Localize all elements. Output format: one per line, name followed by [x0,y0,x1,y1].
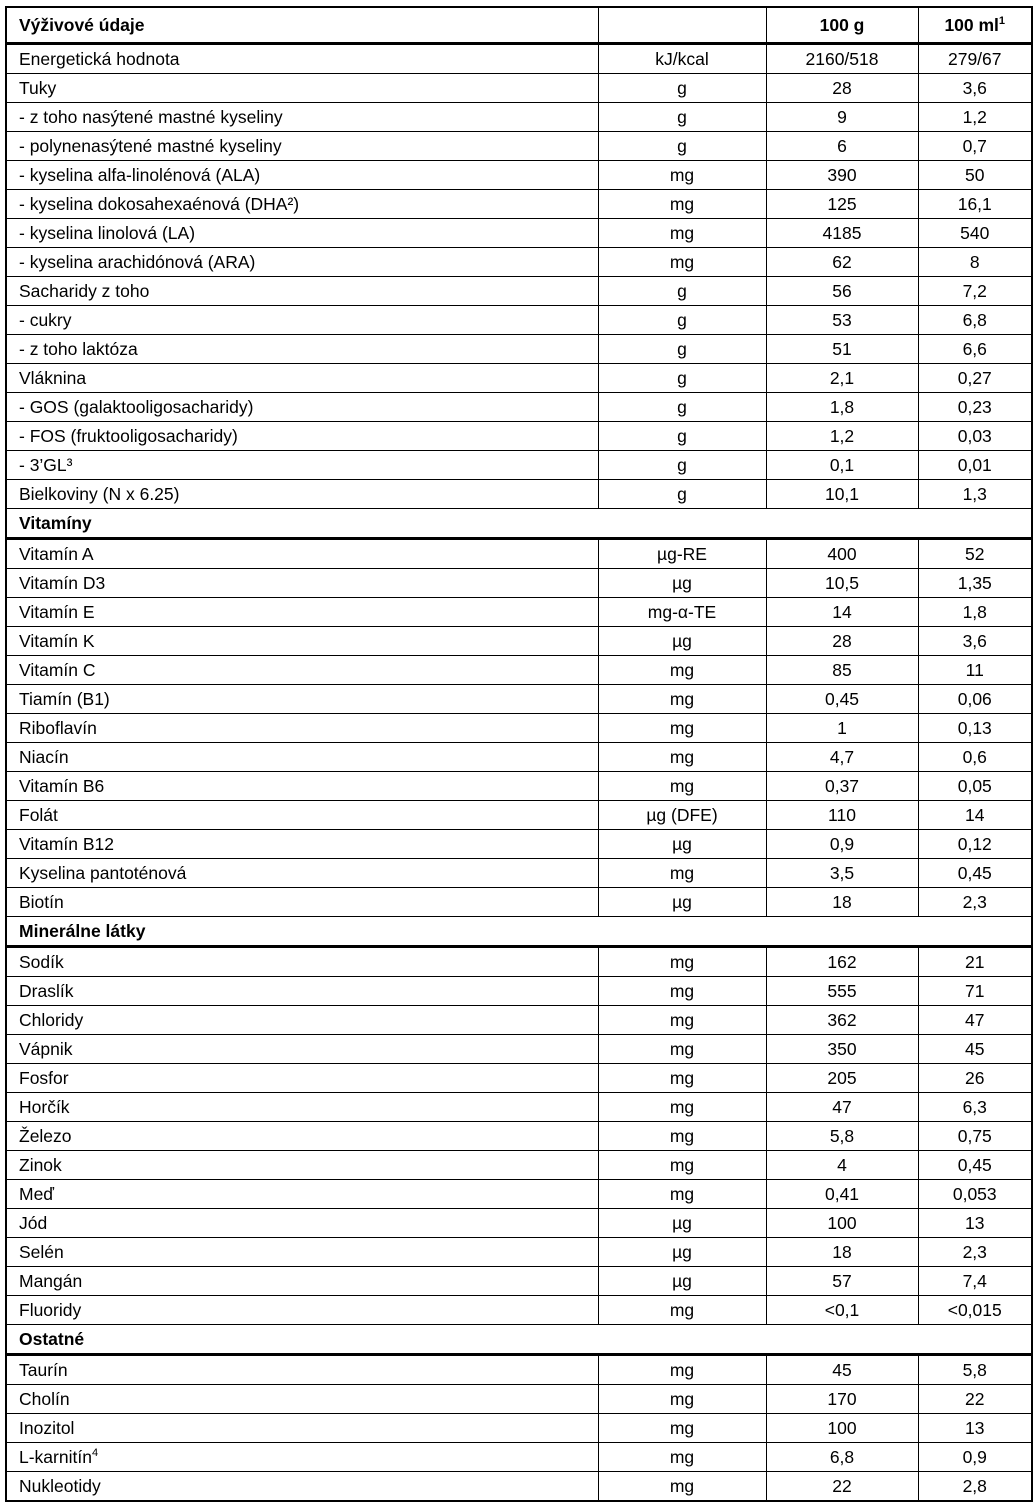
per-100ml-value: 279/67 [918,44,1032,74]
nutrient-name: - kyselina arachidónová (ARA) [19,252,256,272]
per-100g-value: 57 [766,1267,918,1296]
per-100ml-value: 6,6 [918,335,1032,364]
per-100ml-value: 1,35 [918,569,1032,598]
per-100ml-value: 2,3 [918,1238,1032,1267]
nutrient-name-cell [6,74,598,103]
nutrient-name: Fosfor [19,1068,69,1088]
nutrient-name-cell [6,801,598,830]
per-100ml-value: 2,3 [918,888,1032,917]
nutrient-name-cell [6,161,598,190]
unit-cell: g [598,277,766,306]
per-100g-value: 6 [766,132,918,161]
unit-cell: kJ/kcal [598,44,766,74]
nutrient-name-cell [6,1122,598,1151]
per-100g-value: 85 [766,656,918,685]
nutrient-name-cell [6,1267,598,1296]
nutrition-table-container [5,6,1033,1502]
nutrient-name-cell [6,132,598,161]
nutrient-name: Zinok [19,1155,62,1175]
per-100g-value: <0,1 [766,1296,918,1325]
unit-cell: g [598,132,766,161]
per-100g-value: 162 [766,947,918,977]
per-100ml-value: 0,45 [918,1151,1032,1180]
unit-cell: mg [598,714,766,743]
nutrient-name: Chloridy [19,1010,84,1030]
unit-cell: mg [598,1472,766,1502]
per-100g-value: 53 [766,306,918,335]
per-100g-value: 0,1 [766,451,918,480]
nutrient-name-cell [6,451,598,480]
table-row [6,539,1032,569]
nutrient-name: Vitamín C [19,660,96,680]
nutrient-name: Vitamín K [19,631,95,651]
per-100g-value: 350 [766,1035,918,1064]
unit-cell: mg [598,743,766,772]
unit-cell: µg-RE [598,539,766,569]
nutrient-name-cell [6,1006,598,1035]
nutrient-name: Vápnik [19,1039,73,1059]
per-100ml-value: 13 [918,1209,1032,1238]
nutrient-name: Cholín [19,1389,70,1409]
per-100g-value: 4,7 [766,743,918,772]
table-row [6,1093,1032,1122]
nutrient-name: - GOS (galaktooligosacharidy) [19,397,254,417]
per-100ml-column-header [918,7,1032,44]
nutrient-name-cell [6,44,598,74]
per-100ml-value: 6,8 [918,306,1032,335]
unit-cell: µg [598,888,766,917]
per-100ml-value: 26 [918,1064,1032,1093]
per-100g-value: 14 [766,598,918,627]
table-row [6,743,1032,772]
section-title: Vitamíny [6,509,1032,539]
table-row [6,569,1032,598]
per-100ml-value: 3,6 [918,627,1032,656]
table-row [6,335,1032,364]
table-row [6,393,1032,422]
table-row [6,44,1032,74]
nutrient-name: Vitamín D3 [19,573,106,593]
table-row [6,888,1032,917]
per-100g-value: 10,1 [766,480,918,509]
nutrient-name-cell [6,103,598,132]
nutrient-name-cell [6,1443,598,1472]
table-row [6,947,1032,977]
unit-cell: mg [598,977,766,1006]
table-row [6,627,1032,656]
unit-cell: µg [598,627,766,656]
per-100g-value: 100 [766,1414,918,1443]
per-100ml-value: 0,7 [918,132,1032,161]
unit-cell: mg [598,161,766,190]
table-row [6,1151,1032,1180]
nutrient-name: Energetická hodnota [19,49,180,69]
per-100g-value: 362 [766,1006,918,1035]
per-100ml-value: 1,2 [918,103,1032,132]
unit-cell: mg [598,1064,766,1093]
per-100g-value: 400 [766,539,918,569]
nutrient-name: Vitamín A [19,544,94,564]
unit-cell: mg [598,1006,766,1035]
unit-cell: µg [598,830,766,859]
per-100g-value: 62 [766,248,918,277]
per-100ml-value: 0,23 [918,393,1032,422]
nutrient-name: Selén [19,1242,64,1262]
nutrient-name-cell [6,480,598,509]
per-100ml-value: 0,01 [918,451,1032,480]
nutrient-name-cell [6,1035,598,1064]
nutrient-name-cell [6,977,598,1006]
per-100g-value: 125 [766,190,918,219]
unit-cell: mg [598,685,766,714]
unit-cell: g [598,422,766,451]
nutrient-name-cell [6,1209,598,1238]
nutrient-name: Horčík [19,1097,70,1117]
nutrient-name-cell [6,1093,598,1122]
unit-cell: mg [598,190,766,219]
per-100ml-value: 7,4 [918,1267,1032,1296]
per-100g-value: 110 [766,801,918,830]
per-100ml-value: 0,03 [918,422,1032,451]
nutrient-name: - kyselina dokosahexaénová (DHA²) [19,194,300,214]
unit-cell: mg [598,1355,766,1385]
per-100g-value: 18 [766,1238,918,1267]
nutrient-name: - 3’GL³ [19,455,73,475]
nutrient-name: Vitamín B6 [19,776,105,796]
per-100g-value: 390 [766,161,918,190]
nutrient-name-cell [6,947,598,977]
per-100g-value: 205 [766,1064,918,1093]
per-100ml-value: 0,05 [918,772,1032,801]
per-100ml-value: 11 [918,656,1032,685]
nutrient-name-cell [6,1151,598,1180]
unit-cell: g [598,364,766,393]
per-100ml-value: 540 [918,219,1032,248]
table-row [6,1385,1032,1414]
nutrition-table [5,6,1033,1502]
per-100g-value: 56 [766,277,918,306]
unit-cell: µg [598,1209,766,1238]
per-100ml-value: <0,015 [918,1296,1032,1325]
nutrient-name-cell [6,219,598,248]
per-100ml-value: 71 [918,977,1032,1006]
per-100ml-value: 1,8 [918,598,1032,627]
table-row [6,598,1032,627]
nutrient-name-cell [6,248,598,277]
per-100ml-value: 0,9 [918,1443,1032,1472]
per-100ml-value: 0,13 [918,714,1032,743]
nutrient-name: - z toho nasýtené mastné kyseliny [19,107,283,127]
nutrient-name: Biotín [19,892,64,912]
nutrient-name-cell [6,714,598,743]
unit-cell: mg [598,1443,766,1472]
table-row [6,801,1032,830]
nutrient-name: Bielkoviny (N x 6.25) [19,484,180,504]
per-100ml-value: 21 [918,947,1032,977]
table-row [6,1443,1032,1472]
table-row [6,132,1032,161]
table-row [6,1355,1032,1385]
unit-cell: mg [598,1385,766,1414]
nutrient-name: - kyselina linolová (LA) [19,223,196,243]
per-100g-value: 22 [766,1472,918,1502]
per-100ml-value: 45 [918,1035,1032,1064]
per-100g-value: 5,8 [766,1122,918,1151]
per-100g-value: 9 [766,103,918,132]
per-100g-value: 4 [766,1151,918,1180]
per-100g-value: 1 [766,714,918,743]
nutrient-name: Sodík [19,952,64,972]
table-header-row [6,7,1032,44]
unit-cell: g [598,74,766,103]
per-100g-value: 2160/518 [766,44,918,74]
per-100g-value: 3,5 [766,859,918,888]
nutrient-name-cell [6,1414,598,1443]
table-row [6,364,1032,393]
nutrient-name-cell [6,859,598,888]
table-row [6,190,1032,219]
nutrient-name: Nukleotidy [19,1476,101,1496]
nutrient-name: Železo [19,1126,72,1146]
unit-cell: mg [598,656,766,685]
table-row [6,74,1032,103]
per-100ml-value: 1,3 [918,480,1032,509]
per-100g-value: 170 [766,1385,918,1414]
nutrient-name: Tiamín (B1) [19,689,110,709]
nutrient-name-cell [6,772,598,801]
per-100ml-value: 47 [918,1006,1032,1035]
table-row [6,248,1032,277]
table-body [6,44,1032,1502]
per-100g-value: 45 [766,1355,918,1385]
nutrient-name-cell [6,539,598,569]
per-100ml-label: 100 ml [944,15,999,35]
unit-cell: g [598,103,766,132]
per-100ml-value: 5,8 [918,1355,1032,1385]
nutrient-name-cell [6,335,598,364]
per-100ml-value: 3,6 [918,74,1032,103]
nutrient-name-cell [6,598,598,627]
unit-cell: mg [598,859,766,888]
table-row [6,219,1032,248]
per-100g-value: 47 [766,1093,918,1122]
per-100g-value: 1,2 [766,422,918,451]
nutrient-name: Taurín [19,1360,68,1380]
unit-cell: mg [598,248,766,277]
nutrient-name: Mangán [19,1271,83,1291]
per-100ml-value: 52 [918,539,1032,569]
table-row [6,1472,1032,1502]
per-100g-value: 0,45 [766,685,918,714]
table-row [6,977,1032,1006]
per-100g-value: 28 [766,627,918,656]
unit-cell: g [598,451,766,480]
nutrient-name-cell [6,627,598,656]
table-row [6,1006,1032,1035]
unit-cell: mg-α-TE [598,598,766,627]
footnote-marker: 4 [91,1447,99,1460]
table-row [6,859,1032,888]
nutrient-name-cell [6,364,598,393]
nutrient-name-cell [6,743,598,772]
nutrient-name-cell [6,830,598,859]
nutrient-name-cell [6,306,598,335]
table-row [6,1238,1032,1267]
table-row [6,480,1032,509]
unit-cell: mg [598,1296,766,1325]
unit-cell: µg [598,569,766,598]
nutrient-name: Kyselina pantoténová [19,863,187,883]
unit-cell: mg [598,1414,766,1443]
per-100g-value: 2,1 [766,364,918,393]
table-row [6,1414,1032,1443]
table-row [6,451,1032,480]
nutrient-name-cell [6,277,598,306]
per-100g-value: 0,9 [766,830,918,859]
table-row [6,1296,1032,1325]
nutrient-name-cell [6,393,598,422]
unit-cell: µg [598,1267,766,1296]
per-100g-value: 100 [766,1209,918,1238]
unit-cell: mg [598,219,766,248]
per-100ml-value: 8 [918,248,1032,277]
nutrient-name: Jód [19,1213,48,1233]
nutrient-name-cell [6,1064,598,1093]
table-row [6,830,1032,859]
per-100ml-value: 0,12 [918,830,1032,859]
nutrient-name-cell [6,685,598,714]
unit-cell: µg [598,1238,766,1267]
per-100g-value: 1,8 [766,393,918,422]
table-row [6,277,1032,306]
nutrient-name-cell [6,1472,598,1502]
unit-cell: g [598,393,766,422]
per-100ml-value: 0,75 [918,1122,1032,1151]
table-title: Výživové údaje [6,7,598,44]
nutrient-name-cell [6,1385,598,1414]
nutrient-name: - kyselina alfa-linolénová (ALA) [19,165,261,185]
table-row [6,1035,1032,1064]
unit-cell: mg [598,947,766,977]
unit-cell: µg (DFE) [598,801,766,830]
table-row [6,1064,1032,1093]
unit-column-header [598,7,766,44]
nutrient-name-cell [6,656,598,685]
section-title: Ostatné [6,1325,1032,1355]
table-row [6,656,1032,685]
section-header-row [6,509,1032,539]
per-100g-column-header: 100 g [766,7,918,44]
per-100g-value: 18 [766,888,918,917]
per-100ml-value: 0,053 [918,1180,1032,1209]
nutrient-name-cell [6,1180,598,1209]
per-100g-value: 51 [766,335,918,364]
nutrient-name-cell [6,190,598,219]
per-100ml-value: 0,06 [918,685,1032,714]
nutrient-name: Vitamín B12 [19,834,115,854]
unit-cell: mg [598,1151,766,1180]
table-row [6,714,1032,743]
table-row [6,422,1032,451]
table-row [6,1180,1032,1209]
per-100ml-value: 7,2 [918,277,1032,306]
table-row [6,161,1032,190]
nutrient-name: Fluoridy [19,1300,82,1320]
per-100ml-value: 0,6 [918,743,1032,772]
nutrient-name: Riboflavín [19,718,97,738]
section-title: Minerálne látky [6,917,1032,947]
nutrient-name-cell [6,422,598,451]
per-100g-value: 6,8 [766,1443,918,1472]
nutrient-name: Sacharidy z toho [19,281,150,301]
unit-cell: mg [598,1093,766,1122]
per-100ml-value: 13 [918,1414,1032,1443]
table-row [6,103,1032,132]
per-100g-value: 10,5 [766,569,918,598]
table-row [6,1267,1032,1296]
unit-cell: g [598,306,766,335]
nutrient-name-cell [6,1355,598,1385]
nutrient-name: Draslík [19,981,74,1001]
nutrient-name: - polynenasýtené mastné kyseliny [19,136,282,156]
table-row [6,1209,1032,1238]
section-header-row [6,1325,1032,1355]
unit-cell: mg [598,1035,766,1064]
nutrient-name: L-karnitín [19,1447,92,1467]
per-100g-value: 4185 [766,219,918,248]
footnote-marker: 1 [998,15,1006,28]
per-100ml-value: 14 [918,801,1032,830]
nutrient-name-cell [6,1296,598,1325]
per-100g-value: 0,37 [766,772,918,801]
nutrient-name: - cukry [19,310,72,330]
nutrient-name-cell [6,888,598,917]
table-row [6,306,1032,335]
nutrient-name: Vláknina [19,368,87,388]
per-100ml-value: 0,27 [918,364,1032,393]
per-100ml-value: 6,3 [918,1093,1032,1122]
per-100g-value: 0,41 [766,1180,918,1209]
nutrient-name: Meď [19,1184,55,1204]
per-100ml-value: 0,45 [918,859,1032,888]
unit-cell: mg [598,772,766,801]
nutrient-name: - z toho laktóza [19,339,138,359]
per-100ml-value: 16,1 [918,190,1032,219]
per-100ml-value: 2,8 [918,1472,1032,1502]
unit-cell: mg [598,1180,766,1209]
nutrient-name-cell [6,569,598,598]
table-row [6,685,1032,714]
table-row [6,1122,1032,1151]
nutrient-name-cell [6,1238,598,1267]
nutrient-name: Niacín [19,747,69,767]
section-header-row [6,917,1032,947]
per-100ml-value: 50 [918,161,1032,190]
nutrient-name: Vitamín E [19,602,95,622]
unit-cell: mg [598,1122,766,1151]
per-100g-value: 555 [766,977,918,1006]
unit-cell: g [598,335,766,364]
nutrient-name: Tuky [19,78,57,98]
nutrient-name: - FOS (fruktooligosacharidy) [19,426,238,446]
per-100ml-value: 22 [918,1385,1032,1414]
nutrient-name: Inozitol [19,1418,75,1438]
per-100g-value: 28 [766,74,918,103]
table-row [6,772,1032,801]
unit-cell: g [598,480,766,509]
nutrient-name: Folát [19,805,58,825]
